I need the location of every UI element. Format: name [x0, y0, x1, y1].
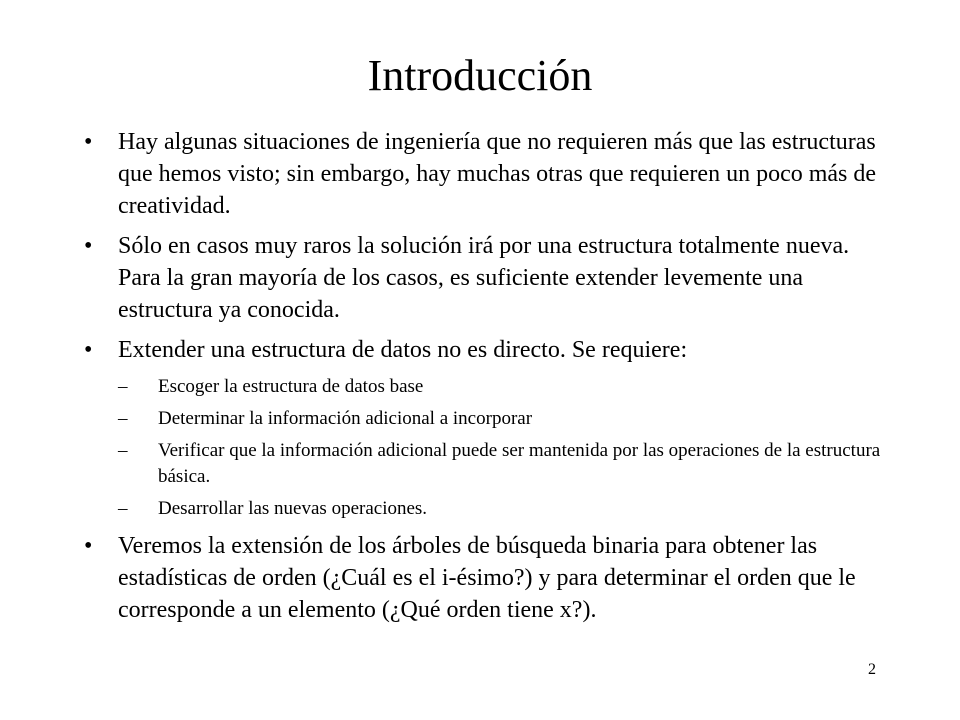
- sub-list: [118, 374, 884, 522]
- bullet-marker: •: [84, 337, 93, 363]
- sub-item: [118, 374, 884, 400]
- sub-marker: –: [118, 440, 128, 461]
- sub-item: [118, 496, 884, 522]
- sub-item-text: Escoger la estructura de datos base: [158, 376, 424, 397]
- bullet-item: [84, 126, 884, 222]
- sub-item-text: Determinar la información adicional a incorporar: [158, 408, 533, 429]
- sub-item: [118, 438, 884, 490]
- sub-item: [118, 406, 884, 432]
- sub-marker: –: [118, 408, 128, 429]
- bullet-text: Extender una estructura de datos no es directo. Se requiere:: [118, 337, 688, 363]
- bullet-marker: •: [84, 129, 93, 155]
- bullet-marker: •: [84, 233, 93, 259]
- sub-marker: –: [118, 498, 128, 519]
- bullet-item: [84, 334, 884, 366]
- page-number: 2: [868, 661, 876, 678]
- sub-item-text: Desarrollar las nuevas operaciones.: [158, 498, 428, 519]
- sub-item-text: Verificar que la información adicional puede ser mantenida por las operaciones de la estructura básica.: [158, 440, 881, 487]
- slide-title: Introducción: [367, 51, 593, 100]
- sub-marker: –: [118, 376, 128, 397]
- bullet-text: Hay algunas situaciones de ingeniería que no requieren más que las estructuras que hemos visto; sin embargo, hay muchas otras que requieren un poco más de creatividad.: [118, 129, 877, 219]
- bullet-marker: •: [84, 533, 93, 559]
- slide-content: [84, 126, 884, 634]
- bullet-item: [84, 530, 884, 626]
- bullet-item: [84, 230, 884, 326]
- bullet-text: Sólo en casos muy raros la solución irá por una estructura totalmente nueva. Para la gran mayoría de los casos, es suficiente extender levemente una estructura ya conocida.: [118, 233, 850, 323]
- bullet-text: Veremos la extensión de los árboles de búsqueda binaria para obtener las estadísticas de orden (¿Cuál es el i-ésimo?) y para determinar el orden que le corresponde a un elemento (¿Qué orden tiene x?).: [118, 533, 856, 623]
